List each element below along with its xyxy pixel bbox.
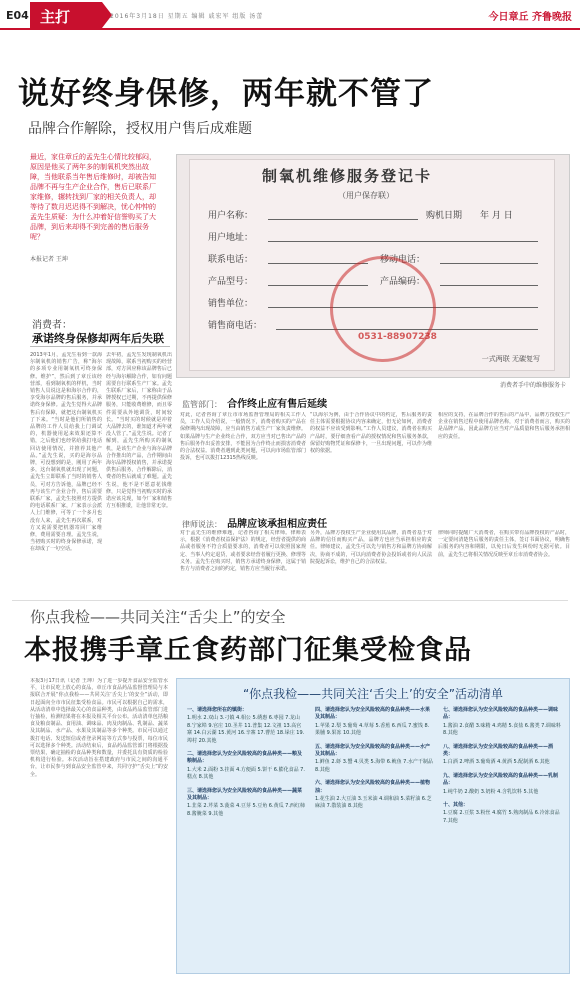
card-subtitle: （用户保存联） (338, 191, 394, 200)
red-seal-stamp (330, 256, 436, 362)
survey-options: 1.大米 2.面粉 3.挂面 4.方便面 5.饼干 6.膨化食品 7.糕点 8.其他 (187, 766, 305, 781)
regulator-body-1: 对此，记者咨询了章丘市市场监督管理局的相关工作人员，工作人员介绍说，一般情况下，消费者购买的产品在保修期内出现故障，应当由销售方或生产厂家负责维修。如果品牌与生产企业终止合作，双方应当对已售出产品的售后服务作出妥善安排，不能因为合作终止而损害消费者的合法权益。消费者遇到此类问题，可以向市场监管部门投诉，也可以拨打12315热线反映。 (180, 412, 306, 462)
lawyer-head (182, 512, 412, 531)
card-model-label: 产品型号： (208, 277, 254, 287)
regulator-head (182, 392, 412, 411)
stamp-phone: 0531-88907238 (358, 332, 437, 342)
survey-question: 六、请选择您认为安全风险较高的食品种类——植物油： (315, 780, 431, 794)
lawyer-section-head: 品牌应该承担相应责任 (227, 519, 328, 530)
card-code-label: 产品编码： (380, 277, 426, 287)
survey-column-3 (443, 707, 561, 831)
regulator-section-head: 合作终止应有售后延续 (227, 399, 328, 410)
service-card-photo (176, 154, 570, 378)
card-mobile-label: 移动电话： (380, 255, 426, 265)
survey-options: 1.韭菜 2.芹菜 3.菠菜 4.豆芽 5.豆角 6.黄瓜 7.西红柿 8.酱腌菜 9.其他 (187, 803, 305, 817)
card-date-label: 购机日期 (426, 211, 463, 221)
card-line (268, 241, 538, 242)
consumer-section-head: 承诺终身保修却两年后失联 (32, 332, 164, 345)
regulator-kicker: 监管部门： (182, 400, 222, 409)
byline: 本报记者 王坤 (30, 256, 68, 263)
survey-question: 三、请选择您认为安全风险较高的食品种类——蔬菜及其制品： (187, 787, 303, 802)
section-tag (30, 2, 102, 28)
survey-options: 1.酱油 2.食醋 3.味精 4.鸡精 5.食盐 6.酱类 7.调味料 8.其他 (443, 722, 561, 737)
survey-question: 八、请选择您认为安全风险较高的食品种类——酒类： (443, 743, 554, 758)
regulator-body-2: “以海尔为例，由于合作协议中的约定，售后服务的责任主体需要根据协议内容来确定，但无论如何，消费者的权益不应该受到影响。”工作人员建议，消费者在购买产品时，要仔细查看产品的授权情况和售后服务条款，保留好购物凭证和保修卡，一旦出现问题，可以作为维权的依据。 (310, 412, 432, 455)
card-date-unit: 年 月 日 (480, 211, 513, 221)
survey-options: 1.白酒 2.啤酒 3.葡萄酒 4.黄酒 5.配制酒 6.其他 (443, 759, 550, 766)
headline-1: 说好终身保修，两年就不管了 (18, 76, 434, 112)
survey-options: 1.明水 2.双山 3.刁镇 4.相公 5.绣惠 6.枣园 7.龙山 8.宁家埠 9.官庄 10.圣井 11.普集 12.文祖 13.高官寨 14.白云湖 15.黄河 16.辛寨 17.曹范 18.垛庄 19.埠村 20.其他 (187, 715, 305, 744)
lawyer-body-1: 对于孟先生的维修难题，记者咨询了相关律师。律师表示，根据《消费者权益保护法》的规定，经营者提供的商品或者服务不符合质量要求的，消费者可以依照国家规定、当事人约定退货，或者要求经营者履行更换、修理等义务。孟先生在购买时，销售方承诺终身保修，这属于销售方与消费者之间的约定，销售方应当履行承诺。 (180, 530, 306, 573)
survey-question: 四、请选择您认为安全风险较高的食品种类——水果及其制品： (315, 707, 431, 721)
newspaper-brand: 今日章丘 齐鲁晚报 (488, 12, 572, 23)
survey-box (176, 678, 570, 974)
card-line (440, 263, 538, 264)
article2-kicker: 你点我检——共同关注“舌尖上”的安全 (30, 608, 286, 626)
survey-question: 二、请选择您认为安全风险较高的食品种类——粮及粮制品： (187, 751, 303, 765)
consumer-kicker: 消费者： (32, 320, 72, 331)
card-footer: 一式两联 无碳复写 (481, 355, 540, 363)
survey-options: 1.豆腐 2.豆浆 3.粉丝 4.腐竹 5.熟肉制品 6.冷冻食品 7.其他 (443, 810, 560, 824)
survey-column-2 (315, 707, 433, 817)
card-dealer-phone-label: 销售商电话： (208, 321, 263, 331)
survey-question: 九、请选择您认为安全风险较高的食品种类——乳制品： (443, 772, 559, 787)
subhead-1: 品牌合作解除，授权用户售后成难题 (28, 121, 252, 137)
card-line (440, 285, 538, 286)
lawyer-body-3: 律师同时提醒广大消费者，在购买带有品牌授权的产品时，一定要问清楚售后服务的责任主体，签订书面协议，明确售后服务的内容和期限，以免日后发生纠纷时无据可依。目前，孟先生已将相关情况反映至章丘市消费者协会。 (438, 530, 570, 558)
survey-options: 1.花生油 2.大豆油 3.玉米油 4.调和油 5.菜籽油 6.芝麻油 7.散装油 8.其他 (315, 796, 432, 810)
service-card (189, 159, 555, 371)
lead-paragraph: 最近，家住章丘的孟先生心情比较郁闷，原因是他买了两年多的制氧机突然出故障，当他联系当年售后维修时，却被告知品牌不再与生产企业合作，售后已联系厂家维修，辗转找到厂家的相关负责人，却等待了数月迟迟得不到解决，忧心忡忡的孟先生质疑：为什么冲着好信誉购买了大品牌，到后来却得不到完善的售后服务呢？ (30, 153, 156, 241)
survey-question: 十、其他： (443, 802, 469, 809)
survey-options: 1.纯牛奶 2.酸奶 3.奶粉 4.含乳饮料 5.其他 (443, 788, 539, 795)
page-number: E04 (6, 9, 29, 22)
survey-question: 五、请选择您认为安全风险较高的食品种类——水产及其制品： (315, 743, 431, 758)
regulator-body-3: 相应的支持，在品牌合作的售后的产品中，品牌方授权生产企业在销售过程中使用品牌名称，对于消费者而言，购买的是品牌产品，因此品牌方应当对产品质量和售后服务承担相应的责任。 (438, 412, 570, 440)
lawyer-kicker: 律师说法： (182, 520, 222, 529)
article2-body: 本报3月17日讯（记者 王坤）为了进一步提升食品安全监管水平，让市民吃上放心的食品，章丘市食品药品监督管理局与本报联合开展“你点我检——共同关注‘舌尖上’的安全”活动，即日起面向全市市民征集受检食品。市民可以根据自己的需求，从活动清单中选择最关心的食品种类，由食品药品监管部门进行抽检，检测结果将在本报及相关平台公布。活动清单包括粮食及粮食制品、食用油、调味品、肉及肉制品、乳制品、蔬菜及其制品、水产品、水果及其制品等多个种类。市民可以通过拨打电话、发送短信或者登录网站等方式参与投票，每位市民可以选择多个种类。活动结束后，食品药品监管部门将根据投票结果，确定抽检的食品种类和数量，并委托具有资质的检验机构进行检验。本次活动旨在搭建政府与市民之间的沟通平台，让市民参与到食品安全监管中来，共同守护“舌尖上”的安全。 (30, 678, 168, 778)
body-column-1: 2013年1月，孟先生看到一款海尔制氧机的销售广告，称“海尔的多项专业用制氧机可终身保修。维护”，然后到了章丘该经营部，看到制氧机的样机，当时销售人员说这是和海尔合作的，享受海尔品牌的售后服务，并承诺终身保修。孟先生觉得大品牌售后有保障，就把这台制氧机买了下来。“当时是他们所销售的品牌的工作人员给我上门调试的，机器使用起来效果还算不错，之后他们也经常给我打电话回访使用情况，并推荐其他产品。”孟先生说，买的是海尔品牌，可没想到的是，刚用了两年多，这台制氧机就出现了问题，孟先生立即联系了当时的销售人员，可对方告诉他，品牌已经不再与该生产企业合作，售后需要联系厂家，孟先生按照对方提供的电话联系厂家，厂家表示会派人上门维修，可等了一个多月也没有人来，孟先生再次联系，对方又说需要把机器寄回厂家维修，费用需要自理。孟先生说，当初购买时的终身保修承诺，现在却成了一句空话。 (30, 352, 102, 553)
headline-2: 本报携手章丘食药部门征集受检食品 (24, 635, 472, 666)
card-title: 制氧机维修服务登记卡 (262, 167, 433, 185)
card-dealer-label: 销售单位： (208, 299, 254, 309)
card-line (268, 219, 418, 220)
article-divider (12, 600, 568, 601)
card-name-label: 用户名称： (208, 211, 254, 221)
card-address-label: 用户地址： (208, 233, 254, 243)
survey-question: 一、请选择您所在的镇街： (187, 707, 248, 713)
survey-column-1 (187, 707, 305, 824)
body-column-2: 去年初，孟先生发现制氧机出现故障，联系当初购买的经营部，对方回应称该品牌售后已经与海尔解除合作，如有问题需要自行联系生产厂家。孟先生联系厂家后，厂家称由于品牌授权已过期，不再提供保修服务，只能收费维修，而且零件需要从外地调货，时间较长。“当时买的时候就是冲着大品牌去的，谁知道才两年就没人管了。”孟先生说。记者了解到，孟先生所购买的制氧机，是该生产企业与海尔品牌合作推出的产品，合作期间由海尔品牌授权销售，并承诺提供售后服务，合作解除后，消费者的售后就成了难题。孟先生说，他不是不愿意花钱维修，只是觉得当初购买时的承诺应该兑现，如今厂家和销售方互相推诿，让他非常无奈。 (106, 352, 172, 510)
section-rule (30, 346, 170, 347)
survey-title: “你点我检——共同关注‘舌尖上’的安全”活动清单 (242, 687, 504, 701)
dateline: 2016年3月18日 星期五 编辑 戚宏军 组版 汤蕾 (110, 13, 264, 20)
section-label: 主打 (40, 8, 71, 26)
survey-question: 七、请选择您认为安全风险较高的食品种类——调味品： (443, 707, 559, 721)
survey-options: 1.鲜鱼 2.虾 3.蟹 4.贝类 5.海带 6.鱿鱼 7.水产干制品 8.其他 (315, 759, 433, 773)
photo-caption: 消费者手中的维修服务卡 (499, 382, 566, 389)
lawyer-body-2: 另外，品牌方授权生产企业使用其品牌，消费者基于对品牌的信任而购买产品，品牌方也应当承担相应的责任。律师建议，孟先生可以先与销售方和品牌方协商解决，协商不成的，可以向消费者协会投诉或者向人民法院提起诉讼，维护自己的合法权益。 (310, 530, 432, 565)
survey-options: 1.苹果 2.梨 3.葡萄 4.草莓 5.香蕉 6.西瓜 7.蜜饯 8.果脯 9.果冻 10.其他 (315, 722, 430, 737)
card-phone-label: 联系电话： (208, 255, 254, 265)
